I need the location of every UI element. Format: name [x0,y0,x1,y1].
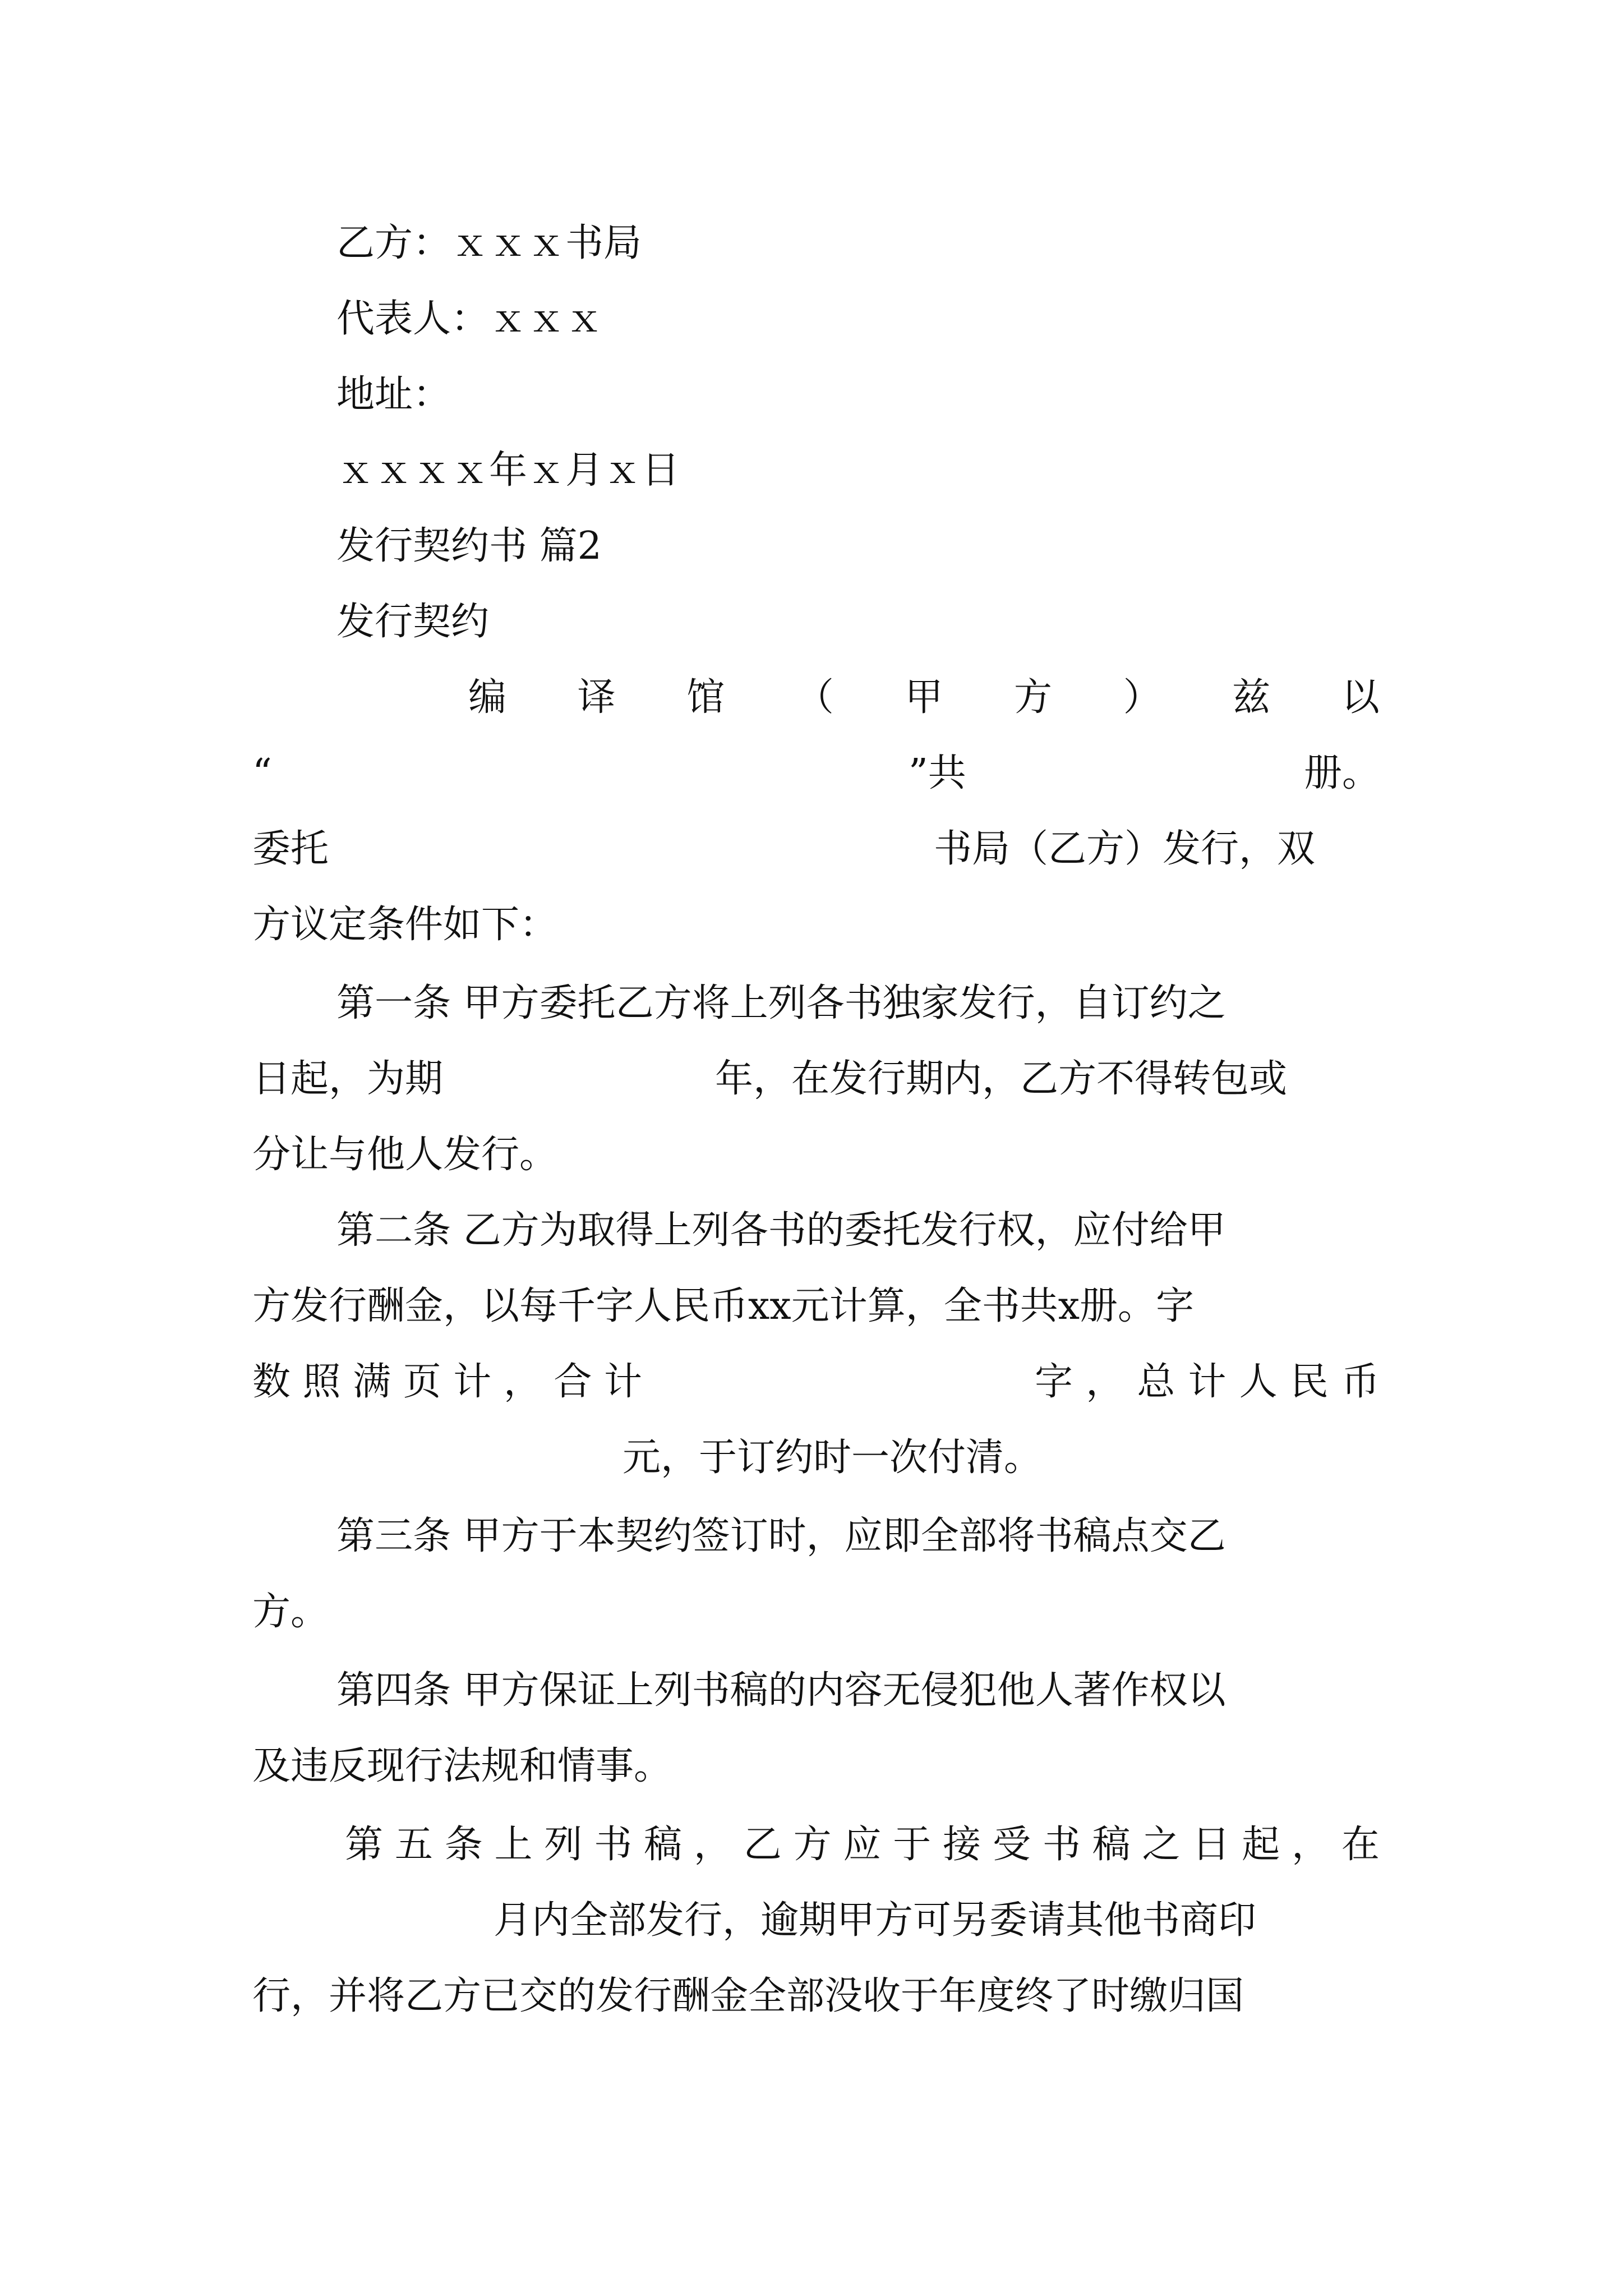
char: 照 [302,1360,341,1404]
char: 受 [992,1823,1031,1867]
char: 字 [1035,1360,1073,1404]
article-1-line-2a: 日起，为期 [252,1057,444,1101]
char: 译 [577,675,616,720]
article-1-line-1: 第一条 甲方委托乙方将上列各书独家发行，自订约之 [336,981,1226,1025]
article-2-line-3b [1035,1360,1380,1404]
article-4-line-2: 及违反现行法规和情事。 [252,1744,672,1788]
char: 列 [544,1823,583,1867]
party-b-line: 乙方：ｘｘｘ书局 [336,221,642,265]
char: 计 [453,1360,492,1404]
article-5-line-1 [345,1823,1380,1867]
article-1-line-2b: 年，在发行期内，乙方不得转包或 [715,1057,1288,1101]
intro-line-2a: “ [252,751,272,795]
article-3-line-1: 第三条 甲方于本契约签订时，应即全部将书稿点交乙 [336,1514,1226,1558]
char: 方 [1014,675,1053,720]
char: 合 [554,1360,592,1404]
representative-line: 代表人：ｘｘｘ [336,297,604,341]
char: ） [1123,675,1161,720]
char: 条 [444,1823,483,1867]
char: 编 [468,675,507,720]
char: （ [795,675,834,720]
char: 日 [1192,1823,1230,1867]
char: 页 [403,1360,441,1404]
char: 民 [1290,1360,1329,1404]
char: 乙 [743,1823,782,1867]
char: 计 [1188,1360,1227,1404]
char: ， [503,1360,542,1404]
char: 之 [1142,1823,1181,1867]
char: 兹 [1232,675,1271,720]
char: 以 [1341,675,1380,720]
article-5-line-2: 月内全部发行，逾期甲方可另委请其他书商印 [494,1898,1257,1943]
char: 满 [353,1360,391,1404]
char: 甲 [905,675,943,720]
char: 书 [594,1823,633,1867]
char: 第 [345,1823,384,1867]
article-2-line-4: 元，于订约时一次付清。 [623,1435,1043,1480]
article-5-line-3: 行，并将乙方已交的发行酬金全部没收于年度终了时缴归国 [252,1974,1244,2018]
char: 于 [893,1823,932,1867]
char: 人 [1239,1360,1278,1404]
char: 应 [843,1823,882,1867]
intro-line-2b: ”共 [909,751,966,795]
char: 书 [1042,1823,1081,1867]
article-2-line-2: 方发行酬金，以每千字人民币xx元计算，全书共x册。字 [252,1284,1195,1328]
intro-line-2c: 册。 [1304,751,1381,795]
intro-line-3b: 书局（乙方）发行，双 [934,827,1316,871]
char: 方 [793,1823,832,1867]
char: 上 [494,1823,533,1867]
char: 稿 [644,1823,683,1867]
char: 馆 [686,675,725,720]
intro-line-3a: 委托 [252,827,329,871]
contract-title: 发行契约 [336,600,490,644]
address-line: 地址： [336,372,451,417]
char: 稿 [1092,1823,1131,1867]
char: ， [693,1823,732,1867]
intro-line-1 [468,675,1380,720]
char: ， [1292,1823,1330,1867]
char: 币 [1341,1360,1380,1404]
article-4-line-1: 第四条 甲方保证上列书稿的内容无侵犯他人著作权以 [336,1668,1226,1713]
char: 数 [252,1360,291,1404]
article-2-line-3a [252,1360,642,1404]
char: 计 [603,1360,642,1404]
char: 五 [394,1823,433,1867]
char: 接 [943,1823,981,1867]
article-3-line-2: 方。 [252,1590,329,1634]
char: 在 [1341,1823,1380,1867]
article-1-line-3: 分让与他人发行。 [252,1133,558,1177]
char: ， [1086,1360,1124,1404]
section-heading: 发行契约书 篇2 [336,524,602,568]
char: 总 [1137,1360,1175,1404]
intro-line-4: 方议定条件如下： [252,903,558,947]
date-line: ｘｘｘｘ年ｘ月ｘ日 [336,448,680,493]
article-2-line-1: 第二条 乙方为取得上列各书的委托发行权，应付给甲 [336,1208,1226,1253]
char: 起 [1242,1823,1280,1867]
